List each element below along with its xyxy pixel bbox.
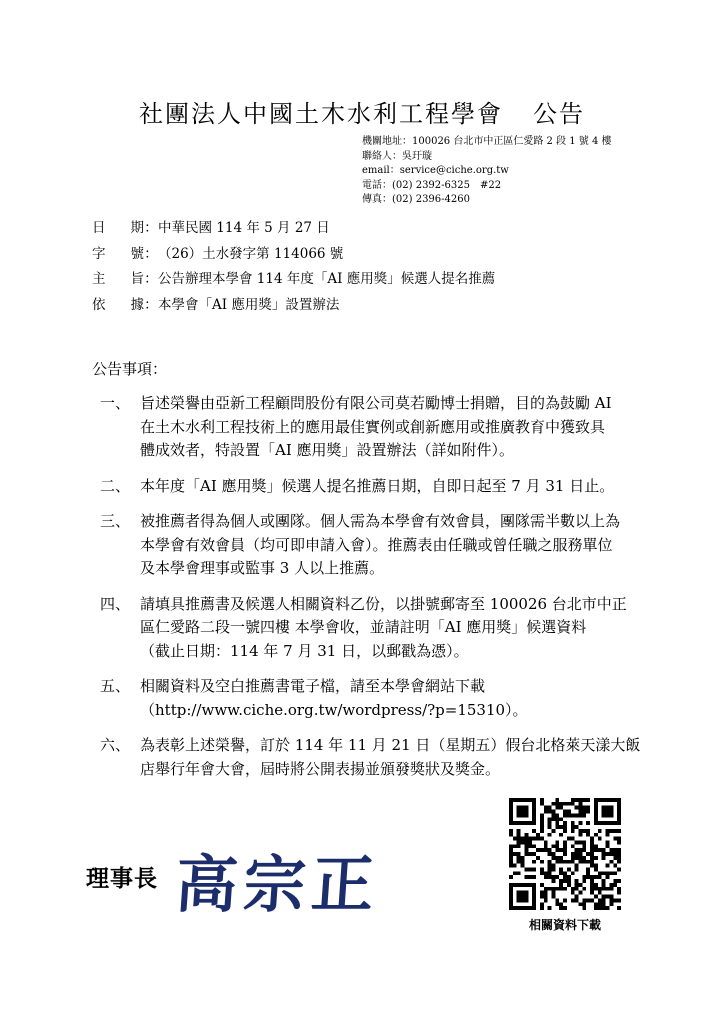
item-body: [140, 475, 645, 499]
qr-caption: 相關資料下載: [528, 918, 601, 932]
item-line: 店舉行年會大會，屆時將公開表揚並頒發獎狀及獎金。: [140, 759, 501, 778]
item-line: 區仁愛路二段一號四樓 本學會收，並請註明「AI 應用獎」候選資料: [140, 618, 587, 636]
contact-block: [362, 135, 612, 208]
meta-block: [92, 216, 495, 318]
item-number: 二、: [100, 476, 131, 495]
contact-address: 機關地址：100026 台北市中正區仁愛路 2 段 1 號 4 樓: [362, 136, 612, 147]
meta-value-basis: 本學會「AI 應用獎」設置辦法: [158, 296, 340, 313]
item-line: （截止日期：114 年 7 月 31 日，以郵戳為憑）。: [140, 641, 469, 660]
chairman-signature: 高宗正: [173, 848, 383, 921]
section-title: 公告事項：: [92, 360, 168, 378]
meta-key-char: 旨: [130, 271, 144, 287]
meta-value-date: 中華民國 114 年 5 月 27 日: [158, 220, 330, 236]
meta-separator: ：: [144, 220, 158, 236]
item-number: 六、: [100, 736, 131, 754]
item-line: 本學會有效會員（均可即申請入會）。推薦表由任職或曾任職之服務單位: [140, 535, 613, 554]
meta-value-subject: 公告辦理本學會 114 年度「AI 應用獎」候選人提名推薦: [158, 271, 496, 287]
meta-key-char: 據: [130, 296, 144, 313]
announcement-list: [100, 392, 645, 793]
item-number: 一、: [100, 394, 131, 412]
meta-value-number: （26）土水發字第 114066 號: [158, 245, 344, 262]
list-item: [100, 392, 645, 463]
list-item: [100, 734, 645, 781]
item-body: [140, 510, 645, 581]
item-line: 本年度「AI 應用獎」候選人提名推薦日期，自即日起至 7 月 31 日止。: [140, 476, 615, 495]
item-line: 被推薦者得為個人或團隊。個人需為本學會有效會員，團隊需半數以上為: [140, 512, 621, 530]
meta-row-subject: [92, 267, 495, 293]
item-line: 為表彰上述榮譽，訂於 114 年 11 月 21 日（星期五）假台北格萊天漾大飯: [140, 736, 641, 754]
meta-key: [92, 216, 144, 242]
item-number: 三、: [100, 512, 131, 530]
chairman-title: 理事長: [86, 865, 158, 892]
meta-row-number: [92, 242, 495, 268]
item-number: 四、: [100, 594, 131, 613]
item-line: 相關資料及空白推薦書電子檔，請至本學會網站下載: [140, 677, 486, 695]
meta-key-char: 日: [92, 220, 106, 236]
item-body: [140, 734, 645, 781]
item-line: 請填具推薦書及候選人相關資料乙份，以掛號郵寄至 100026 台北市中正: [140, 594, 627, 613]
item-body: [140, 392, 645, 463]
meta-key: [92, 267, 144, 293]
meta-key-char: 號: [130, 245, 144, 262]
list-item: [100, 475, 645, 499]
meta-key: [92, 242, 144, 268]
item-line: 體成效者，特設置「AI 應用獎」設置辦法（詳如附件）。: [140, 441, 515, 459]
meta-key-char: 主: [92, 271, 106, 287]
qr-code-icon[interactable]: [509, 798, 621, 910]
meta-key-char: 期: [130, 220, 144, 236]
item-number: 五、: [100, 677, 131, 695]
contact-email: email：service@ciche.org.tw: [362, 165, 509, 176]
item-line: 旨述榮譽由亞新工程顧問股份有限公司莫若勵博士捐贈，目的為鼓勵 AI: [140, 394, 612, 412]
org-name: 社團法人中國土木水利工程學會: [139, 100, 503, 128]
document-title: [0, 94, 724, 129]
contact-person: 聯絡人：吳玗璇: [362, 150, 432, 162]
list-item: [100, 675, 645, 722]
item-line: 在土木水利工程技術上的應用最佳實例或創新應用或推廣教育中獲致具: [140, 417, 606, 436]
item-body: [140, 593, 645, 664]
item-body: [140, 675, 645, 722]
meta-key-char: 依: [92, 296, 106, 313]
contact-phone: 電話：(02) 2392-6325 #22: [362, 179, 502, 191]
contact-fax: 傳真：(02) 2396-4260: [362, 194, 470, 205]
notice-label: 公告: [533, 100, 585, 128]
list-item: [100, 510, 645, 581]
item-line: 及本學會理事或監事 3 人以上推薦。: [140, 559, 385, 577]
meta-key: [92, 293, 144, 319]
meta-separator: ：: [144, 296, 158, 313]
meta-separator: ：: [144, 271, 158, 287]
meta-separator: ：: [144, 245, 158, 262]
meta-row-basis: [92, 293, 495, 319]
meta-row-date: [92, 216, 495, 242]
list-item: [100, 593, 645, 664]
meta-key-char: 字: [92, 245, 106, 262]
item-line-link[interactable]: （http://www.ciche.org.tw/wordpress/?p=15310）。: [140, 700, 528, 719]
